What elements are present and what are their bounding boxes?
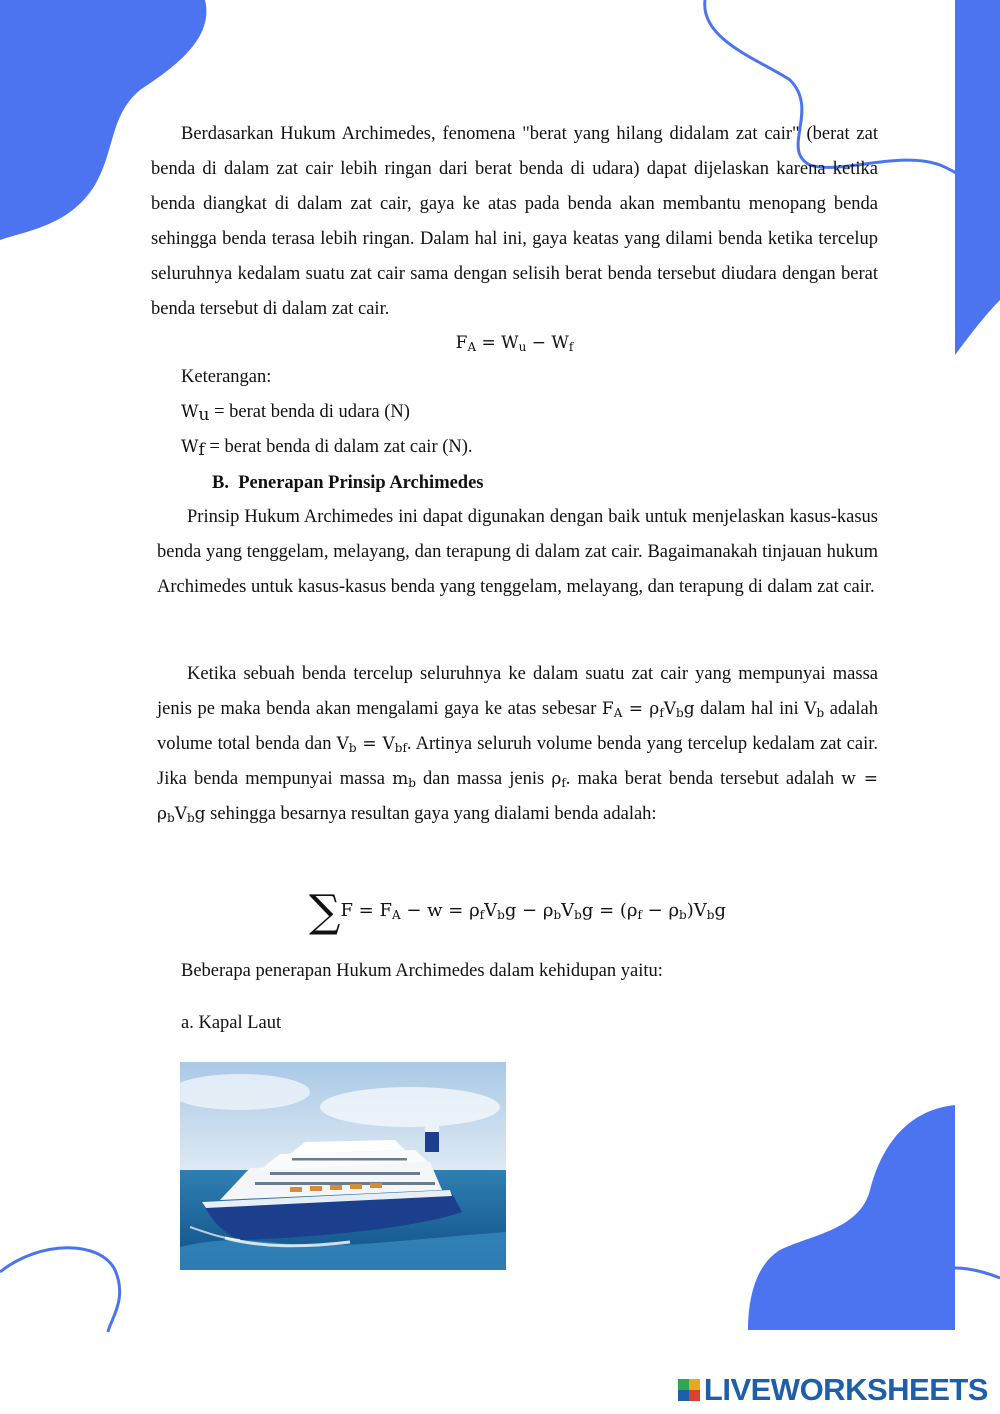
formula-sub: u bbox=[518, 340, 527, 354]
math-sub: b bbox=[348, 741, 357, 755]
math-run: F bbox=[601, 699, 614, 719]
math-sub: b bbox=[676, 706, 684, 720]
formula-sub: b bbox=[679, 908, 687, 922]
logo-text: LIVEWORKSHEETS bbox=[703, 1372, 988, 1407]
inline-formula bbox=[602, 699, 695, 719]
inline-formula bbox=[551, 769, 565, 789]
inline-formula bbox=[804, 699, 824, 719]
math-run: g bbox=[683, 699, 695, 719]
formula-term: − w = ρ bbox=[400, 900, 480, 921]
math-run: V bbox=[804, 699, 817, 719]
math-run: m bbox=[392, 769, 409, 789]
formula-sub: b bbox=[497, 908, 505, 922]
formula-sub: b bbox=[706, 908, 715, 922]
list-item-kapal-laut: a. Kapal Laut bbox=[181, 1013, 282, 1033]
formula-term: F = F bbox=[340, 900, 392, 921]
math-run: V bbox=[174, 804, 187, 824]
formula-term: V bbox=[484, 900, 498, 921]
formula-term: F bbox=[455, 333, 468, 353]
formula-sub: b bbox=[553, 908, 562, 922]
formula-term: V bbox=[561, 900, 575, 921]
formula-term: g = (ρ bbox=[581, 900, 638, 921]
section-heading: B. Penerapan Prinsip Archimedes bbox=[212, 473, 484, 493]
math-run: V bbox=[663, 699, 677, 719]
math-run: = ρ bbox=[622, 699, 660, 719]
wave-bottom-left bbox=[0, 1248, 120, 1332]
legend-wu bbox=[181, 395, 410, 430]
math-sub: f bbox=[659, 706, 664, 720]
math-run: V bbox=[336, 734, 349, 754]
paragraph-prinsip: Prinsip Hukum Archimedes ini dapat digunakan dengan baik untuk menjelaskan kasus-kasus benda yang tenggelam, melayang, dan terapung di dalam zat cair. Bagaimanakah tinjauan hukum Archimedes untuk kasus-kasus benda yang tenggelam, melayang, dan terapung di dalam zat cair. bbox=[157, 507, 878, 597]
math-sub: b bbox=[167, 811, 175, 825]
formula-sub: A bbox=[467, 340, 477, 354]
inline-formula bbox=[392, 769, 416, 789]
text-run: . Artinya seluruh volume benda yang tercelup kedalam zat cair. Jika benda mempunyai massa bbox=[157, 734, 878, 789]
math-sub: b bbox=[816, 706, 825, 720]
formula-sub: f bbox=[568, 340, 574, 354]
text-run: dan massa jenis bbox=[415, 769, 552, 789]
formula-sub: f bbox=[637, 908, 642, 922]
legend-text: = berat benda di dalam zat cair (N). bbox=[204, 437, 473, 457]
blob-bottom-right bbox=[748, 1105, 955, 1330]
math-sub: f bbox=[561, 776, 566, 790]
legend-sub: u bbox=[198, 405, 210, 425]
text-run: sehingga besarnya resultan gaya yang dialami benda adalah: bbox=[205, 804, 657, 824]
legend-sub: f bbox=[198, 440, 205, 460]
ship-image bbox=[180, 1062, 506, 1270]
formula-sub: A bbox=[391, 908, 401, 922]
formula-term: = W bbox=[476, 333, 519, 353]
wave-bottom-right bbox=[955, 1268, 1000, 1278]
formula-term: g − ρ bbox=[504, 900, 554, 921]
text-run: dalam hal ini bbox=[694, 699, 805, 719]
legend-symbol: W bbox=[181, 437, 199, 457]
legend-wf bbox=[181, 430, 473, 465]
math-sub: b bbox=[186, 811, 195, 825]
sum-symbol: ∑ bbox=[309, 886, 341, 937]
formula-buoyant-force bbox=[151, 326, 878, 361]
formula-term: − ρ bbox=[641, 900, 680, 921]
logo-mark-icon bbox=[678, 1379, 700, 1401]
formula-sub: f bbox=[479, 908, 485, 922]
keterangan-label: Keterangan: bbox=[181, 367, 272, 387]
formula-term: − W bbox=[526, 333, 569, 353]
math-sub: b bbox=[408, 776, 416, 790]
math-sub: bf bbox=[394, 741, 407, 755]
paragraph-benda-tercelup bbox=[157, 657, 878, 832]
math-run: = V bbox=[356, 734, 395, 754]
inline-formula bbox=[337, 734, 407, 754]
legend-symbol: W bbox=[181, 402, 199, 422]
liveworksheets-logo bbox=[678, 1374, 988, 1406]
paragraph-archimedes-explanation: Berdasarkan Hukum Archimedes, fenomena "berat yang hilang didalam zat cair" (berat zat benda di dalam zat cair lebih ringan dari berat benda di udara) dapat dijelaskan karena ketika benda diangkat di dalam zat cair, gaya ke atas pada benda akan membantu menopang benda sehingga benda terasa lebih ringan. Dalam hal ini, gaya keatas yang dilami benda ketika tercelup seluruhnya kedalam suatu zat cair sama dengan selisih berat benda tersebut diudara dengan berat benda tersebut di dalam zat cair. bbox=[151, 124, 878, 319]
formula-term: g bbox=[714, 900, 726, 921]
legend-text: = berat benda di udara (N) bbox=[209, 402, 410, 422]
math-run: w = ρ bbox=[157, 769, 878, 824]
math-run: g bbox=[194, 804, 206, 824]
formula-resultant-force bbox=[157, 886, 878, 937]
text-run: . maka berat benda tersebut adalah bbox=[565, 769, 842, 789]
math-run: ρ bbox=[551, 769, 562, 789]
formula-term: )V bbox=[686, 900, 707, 921]
formula-sub: b bbox=[574, 908, 582, 922]
text-run: adalah volume total benda dan bbox=[157, 699, 879, 754]
math-sub: A bbox=[613, 706, 623, 720]
text-run: Ketika sebuah benda tercelup seluruhnya ke dalam suatu zat cair yang mempunyai massa jenis pe maka benda akan mengalami gaya ke atas sebesar bbox=[157, 664, 878, 719]
paragraph-penerapan-intro: Beberapa penerapan Hukum Archimedes dalam kehidupan yaitu: bbox=[181, 961, 663, 981]
